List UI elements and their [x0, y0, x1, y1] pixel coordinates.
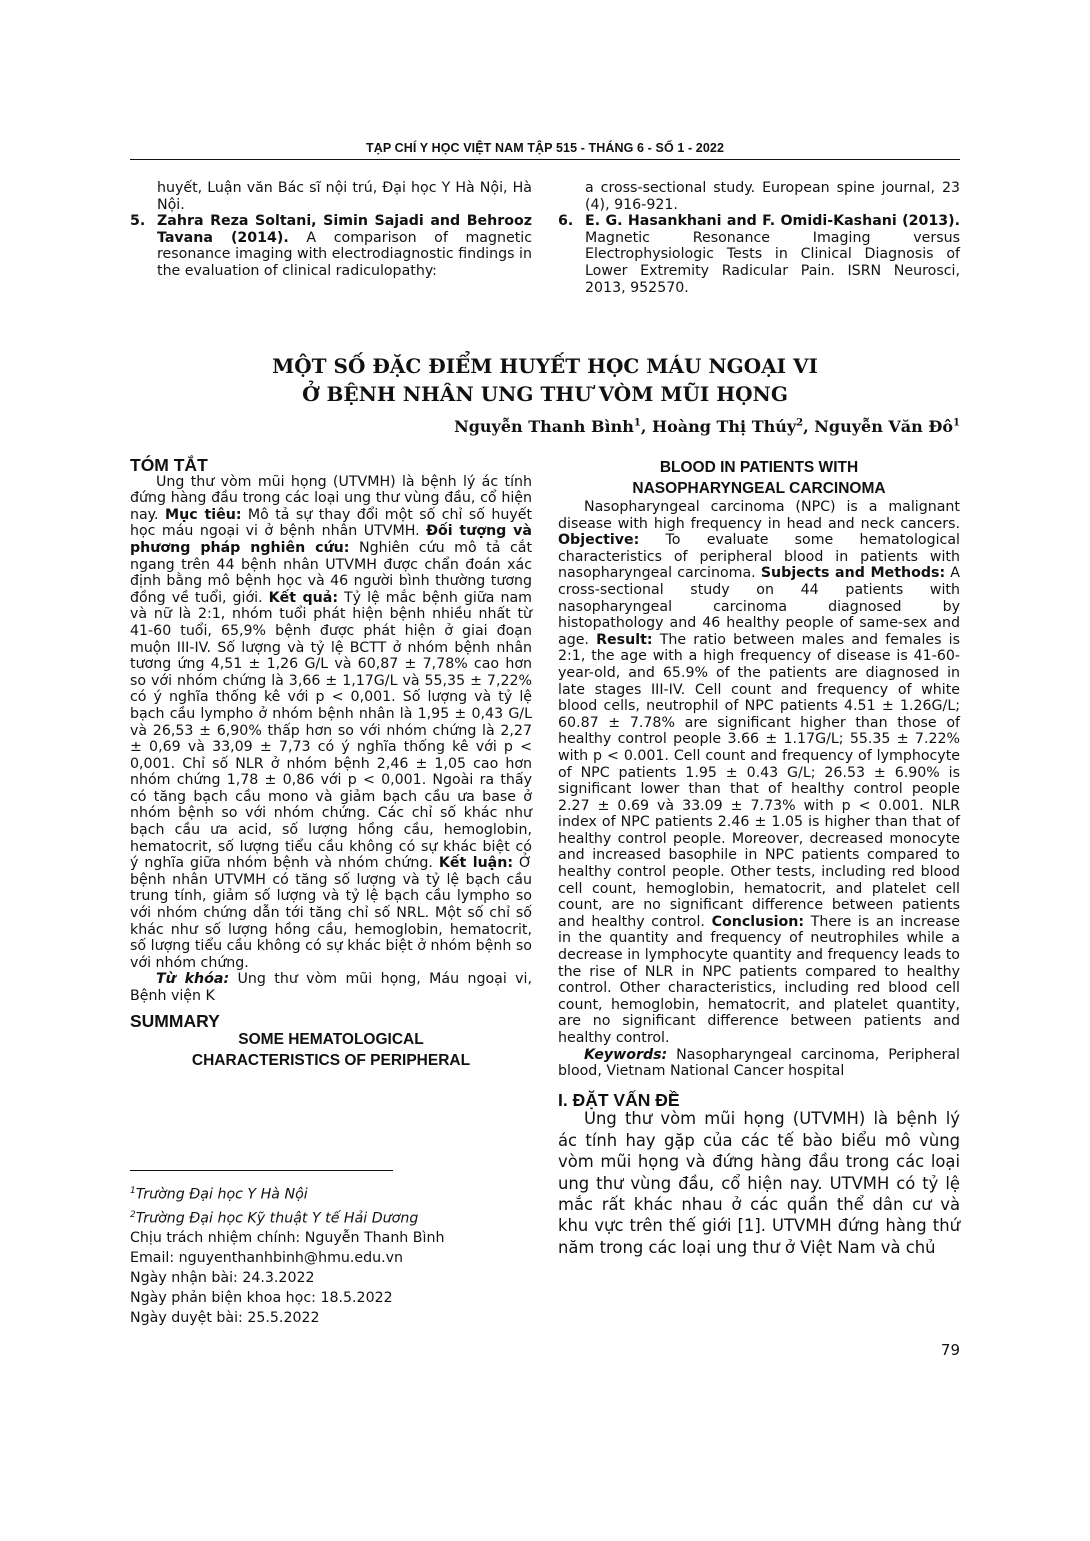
- affiliation-1-mark: 1: [130, 1186, 136, 1196]
- affiliation-2-mark: 2: [130, 1209, 136, 1220]
- contact-email: Email: nguyenthanhbinh@hmu.edu.vn: [130, 1250, 404, 1267]
- abstract-label-conclusion: Conclusion:: [711, 913, 805, 930]
- abstract-text: The ratio between males and females is 2:1, the age with a high frequency of disease is 41-60-year-old, and 65.9% of the patients are diagnosed in late stages III-IV. Cell count and frequency of white blood cells, neutrophil of NPC patients 4.51 ± 1.26G/L; 60.87 ± 7.78% are significant higher than those of healthy control people 3.66 ± 1.17G/L; 55.35 ± 7.22% with p < 0.001. Cell count and frequency of lymphocyte of NPC patients 1.95 ± 0.43 G/L; 26.53 ± 6.90% is significant lower than that of healthy control people 2.27 ± 0.69 và 33.09 ± 7.73% with p < 0.001. NLR index of NPC patients 2.46 ± 1.05 is higher than that of healthy control people. Moreover, decreased monocyte and increased basophile in NPC patients compared to healthy control people. Other tests, including red blood cell count, hemoglobin, hematocrit, and platelet cell count, are no significant difference between patients and healthy control.: [558, 631, 961, 930]
- abstract-label-conclusion: Kết luận:: [438, 855, 514, 872]
- author-2: Hoàng Thị Thúy: [651, 417, 797, 436]
- summary-keywords: [558, 1047, 960, 1080]
- abstract-text: A cross-sectional study on 44 patients with nasopharyngeal carcinoma diagnosed by histopathology and 46 healthy people of same-sex and age.: [558, 565, 961, 648]
- author-list: [454, 417, 960, 436]
- summary-title-line: CHARACTERISTICS OF PERIPHERAL: [191, 1052, 471, 1070]
- affiliation-2-text: Trường Đại học Kỹ thuật Y tế Hải Dương: [135, 1210, 419, 1227]
- abstract-label-results: Result:: [596, 631, 653, 648]
- tomtat-keywords: [130, 971, 532, 1004]
- reference-6-number: 6.: [558, 213, 574, 230]
- abstract-label-objective: Mục tiêu:: [164, 506, 242, 523]
- running-header: TẠP CHÍ Y HỌC VIỆT NAM TẬP 515 - THÁNG 6 - SỐ 1 - 2022: [365, 141, 725, 155]
- abstract-text: Ở bệnh nhân UTVMH có tăng số lượng và tỷ lệ bạch cầu trung tính, giảm số lượng và tỷ lệ bạch cầu lympho so với nhóm chứng dẫn tới tăng chỉ số NRL. Một số chỉ số khác như số lượng hồng cầu, hemoglobin, hematocrit, số lượng tiểu cầu không có sự khác biệt ở nhóm bệnh so với nhóm chứng.: [130, 855, 532, 971]
- keywords-label: Keywords:: [584, 1046, 668, 1063]
- affiliation-1: [130, 1181, 532, 1205]
- intro-heading: I. ĐẶT VẤN ĐỀ: [558, 1089, 680, 1110]
- abstract-text: Nghiên cứu mô tả cắt ngang trên 44 bệnh nhân UTVMH được chẩn đoán xác định bằng mô bệnh học và 46 người bình thường tương đồng về tuổi, giới.: [130, 539, 533, 606]
- references-left: [130, 180, 532, 280]
- author-separator: ,: [803, 417, 815, 436]
- reference-4-continuation: huyết, Luận văn Bác sĩ nội trú, Đại học Y Hà Nội, Hà Nội.: [157, 180, 532, 213]
- author-3-affiliation: 1: [953, 417, 960, 429]
- abstract-label-results: Kết quả:: [268, 589, 338, 606]
- abstract-text: To evaluate some hematological characteristics of peripheral blood in patients with nasopharyngeal carcinoma.: [558, 532, 960, 582]
- reference-6-authors: E. G. Hasankhani and F. Omidi-Kashani (2013).: [585, 213, 960, 230]
- abstract-label-methods: Subjects and Methods:: [760, 565, 946, 582]
- summary-title-part-2: [558, 457, 960, 499]
- date-accepted: Ngày duyệt bài: 25.5.2022: [130, 1310, 320, 1327]
- reference-5-authors: Zahra Reza Soltani, Simin Sajadi and Behrooz Tavana (2014).: [157, 213, 532, 246]
- article-title: [130, 352, 960, 408]
- keywords-text: Nasopharyngeal carcinoma, Peripheral blood, Vietnam National Cancer hospital: [558, 1046, 960, 1080]
- keywords-label: Từ khóa:: [156, 971, 230, 988]
- date-received: Ngày nhận bài: 24.3.2022: [130, 1270, 315, 1287]
- reference-6: [558, 213, 960, 296]
- reference-5-number: 5.: [130, 213, 146, 230]
- reference-6-text: Magnetic Resonance Imaging versus Electrophysiologic Tests in Clinical Diagnosis of Lower Extremity Radicular Pain. ISRN Neurosci, 2013, 952570.: [585, 229, 960, 296]
- author-1-affiliation: 1: [633, 417, 641, 429]
- author-1: Nguyễn Thanh Bình: [454, 417, 634, 436]
- date-reviewed: Ngày phản biện khoa học: 18.5.2022: [130, 1290, 393, 1307]
- header-rule: [130, 159, 960, 160]
- footnote-rule: [130, 1170, 393, 1171]
- references-right: [558, 180, 960, 296]
- article-title-line-2: Ở BỆNH NHÂN UNG THƯ VÒM MŨI HỌNG: [302, 382, 788, 406]
- footnotes: [130, 1181, 532, 1328]
- abstract-text: Nasopharyngeal carcinoma (NPC) is a malignant disease with high frequency in head and neck cancers.: [558, 499, 960, 532]
- article-title-line-1: MỘT SỐ ĐẶC ĐIỂM HUYẾT HỌC MÁU NGOẠI VI: [272, 354, 818, 378]
- author-2-affiliation: 2: [796, 417, 804, 429]
- abstract-text: Tỷ lệ mắc bệnh giữa nam và nữ là 2:1, nhóm tuổi phát hiện bệnh nhiều nhất từ 41-60 tuổi, 65,9% bệnh được phát hiện ở giai đoạn muộn III-IV. Số lượng và tỷ lệ BCTT ở nhóm bệnh nhân tương ứng 4,51 ± 1,26 G/L và 60,87 ± 7,78% cao hơn so với nhóm chứng là 3,66 ± 1,17G/L và 55,35 ± 7,22% có ý nghĩa thống kê với p < 0,001. Số lượng và tỷ lệ bạch cầu lympho ở nhóm bệnh nhân là 1,95 ± 0,43 G/L và 26,53 ± 6,90% thấp hơn so với nhóm chứng là 2,27 ± 0,69 và 33,09 ± 7,73 có ý nghĩa thống kê với p < 0,001. Chỉ số NLR ở nhóm bệnh 2,46 ± 1,05 cao hơn nhóm chứng 1,78 ± 0,86 với p < 0,001. Ngoài ra thấy có tăng bạch cầu mono và giảm bạch cầu ưa base ở nhóm bệnh so với nhóm chứng. Các chỉ số khác như bạch cầu ưa acid, số lượng hồng cầu, hemoglobin, hematocrit, số lượng tiểu cầu không có sự khác biệt có ý nghĩa giữa nhóm bệnh và nhóm chứng.: [130, 589, 532, 872]
- left-column: [130, 457, 532, 1071]
- reference-5-continuation: a cross-sectional study. European spine journal, 23 (4), 916-921.: [585, 180, 960, 213]
- summary-title-line: NASOPHARYNGEAL CARCINOMA: [632, 480, 886, 497]
- abstract-label-methods: Đối tượng và phương pháp nghiên cứu:: [130, 523, 533, 556]
- right-column: [558, 457, 960, 1258]
- corresponding-author: Chịu trách nhiệm chính: Nguyễn Thanh Bình: [130, 1230, 445, 1247]
- abstract-text: Mô tả sự thay đổi một số chỉ số huyết học máu ngoại vi ở bệnh nhân UTVMH.: [130, 506, 533, 540]
- summary-title-line: SOME HEMATOLOGICAL: [238, 1031, 424, 1049]
- author-3: Nguyễn Văn Đô: [814, 417, 954, 436]
- tomtat-abstract: [130, 474, 532, 972]
- summary-heading: SUMMARY: [130, 1010, 220, 1031]
- page-number: 79: [940, 1341, 960, 1359]
- summary-title-part-1: [130, 1029, 532, 1071]
- summary-title-line: BLOOD IN PATIENTS WITH: [659, 459, 859, 476]
- abstract-text: Ung thư vòm mũi họng (UTVMH) là bệnh lý ác tính đứng hàng đầu trong các loại ung thư vùng đầu, cổ hiện nay.: [130, 473, 532, 523]
- affiliation-2: [130, 1205, 532, 1229]
- reference-5-text: A comparison of magnetic resonance imaging with electrodiagnostic findings in the evaluation of clinical radiculopathy:: [157, 229, 533, 279]
- affiliation-1-text: Trường Đại học Y Hà Nội: [135, 1186, 308, 1203]
- intro-paragraph: Ung thư vòm mũi họng (UTVMH) là bệnh lý ác tính hay gặp của các tế bào biểu mô vùng vòm mũi họng và đứng hàng đầu trong các loại ung thư vùng đầu, cổ hiện nay. UTVMH có tỷ lệ mắc rất khác nhau ở các quần thể dân cư và khu vực trên thế giới [1]. UTVMH đứng hàng thứ năm trong các loại ung thư ở Việt Nam và chủ: [558, 1109, 960, 1257]
- reference-5: [130, 213, 532, 279]
- author-separator: ,: [640, 417, 652, 436]
- abstract-text: There is an increase in the quantity and frequency of neutrophiles while a decrease in lymphocyte quantity and frequency leads to the rise of NLR in NPC patients compared to healthy control. Other characteristics, including red blood cell count, hemoglobin, hematocrit, and platelet quantity, are no significant difference between patients and healthy control.: [558, 913, 961, 1046]
- tomtat-heading: TÓM TẮT: [130, 455, 208, 475]
- keywords-text: Ung thư vòm mũi họng, Máu ngoại vi, Bệnh viện K: [130, 971, 532, 1004]
- abstract-label-objective: Objective:: [558, 532, 640, 549]
- summary-abstract: [558, 499, 960, 1047]
